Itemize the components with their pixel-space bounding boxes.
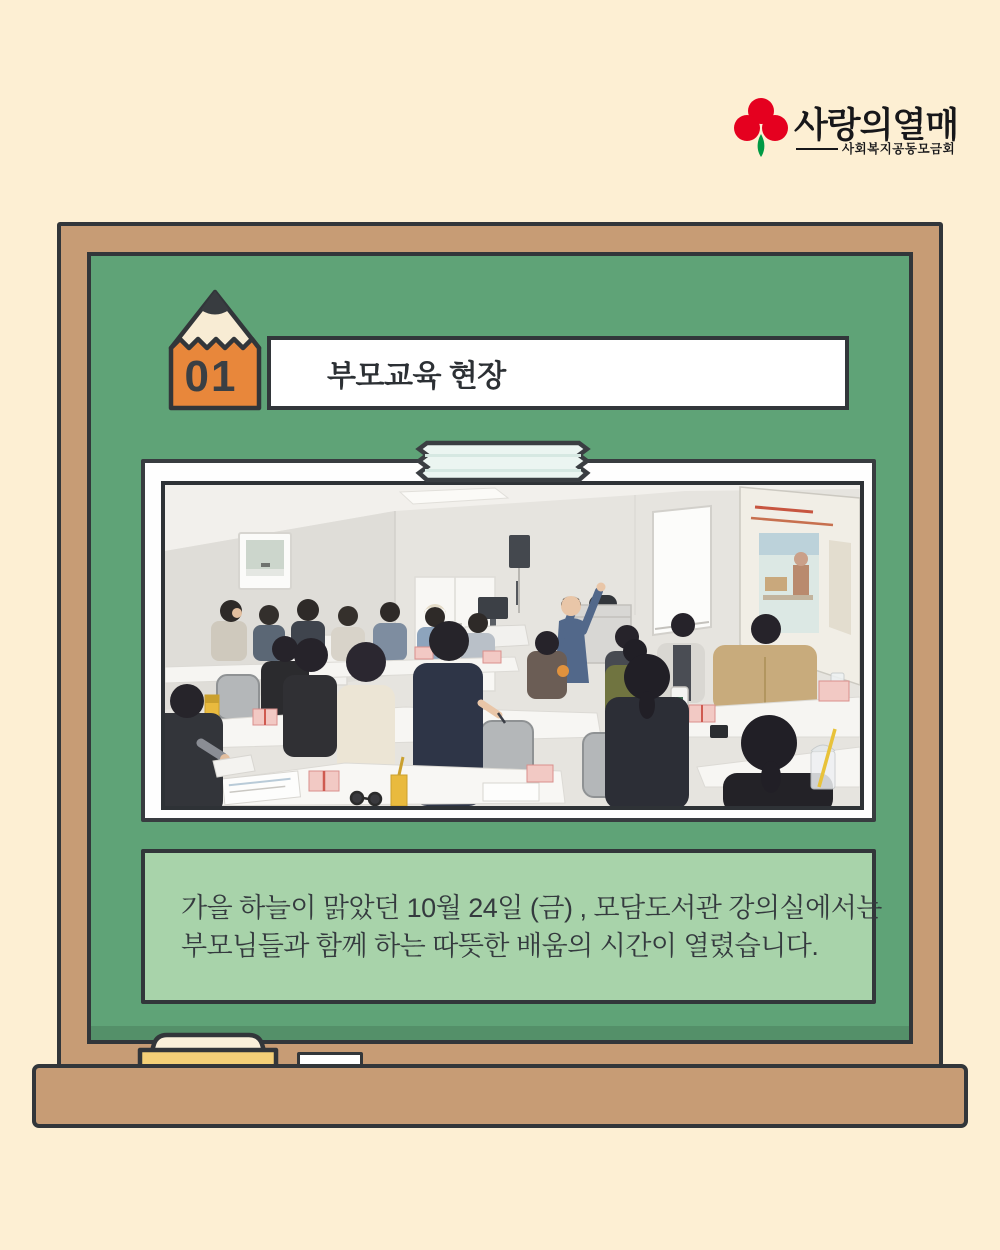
chalkboard-frame [57, 222, 943, 1068]
caption-line-2: 부모님들과 함께 하는 따뜻한 배움의 시간이 열렸습니다. [181, 930, 819, 961]
chalk-tray [32, 1064, 968, 1128]
section-title: 부모교육 현장 [327, 360, 506, 393]
caption-box [141, 849, 882, 1004]
classroom-photo [161, 481, 864, 810]
section-title-bar [267, 336, 849, 410]
logo-subtitle: 사회복지공동모금회 [842, 142, 956, 156]
window-icon [239, 533, 291, 589]
chalkboard-surface [87, 252, 913, 1044]
organization-logo [730, 92, 966, 164]
photo-frame [141, 459, 876, 822]
washi-tape-icon [413, 438, 593, 486]
caption-line-1: 가을 하늘이 맑았던 10월 24일 (금) , 모담도서관 강의실에서는 [181, 892, 882, 923]
love-fruit-berries-icon [730, 94, 792, 164]
logo-divider-line [796, 148, 838, 150]
logo-title: 사랑의열매 [794, 106, 959, 145]
section-number: 01 [184, 352, 238, 401]
pencil-badge [159, 286, 271, 414]
